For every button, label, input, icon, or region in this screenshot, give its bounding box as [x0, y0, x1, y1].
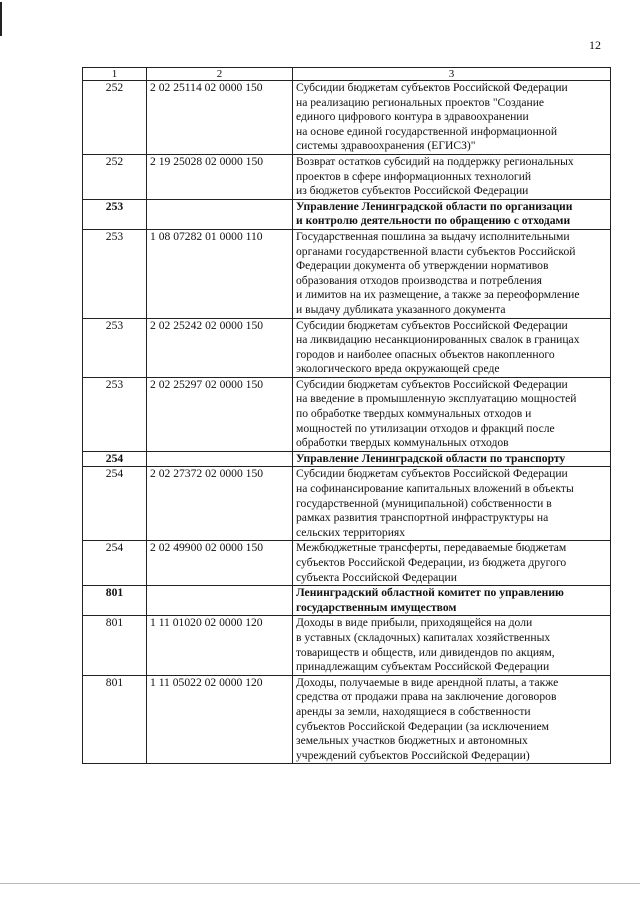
revenue-code-cell: [147, 451, 293, 467]
table-row: [83, 467, 611, 541]
description-line: земельных участков бюджетных и автономных: [296, 734, 528, 748]
description-line: на софинансирование капитальных вложений в объекты: [296, 482, 574, 496]
description-cell: [293, 199, 611, 229]
table-row: [83, 318, 611, 377]
table-row: [83, 154, 611, 199]
section-header-row: [83, 451, 611, 467]
admin-code-cell: 801: [83, 586, 147, 616]
description-cell: [293, 154, 611, 199]
page-number: 12: [589, 38, 601, 52]
description-line: образования отходов производства и потребления: [296, 273, 542, 287]
table-row: [83, 675, 611, 764]
description-line: принадлежащим субъектам Российской Федерации: [296, 660, 550, 674]
admin-code-cell: 253: [83, 318, 147, 377]
table-row: [83, 229, 611, 318]
scan-edge-mark: [0, 2, 2, 36]
column-header-1: 1: [83, 68, 147, 81]
admin-code-cell: 252: [83, 81, 147, 155]
revenue-code-cell: 2 02 25297 02 0000 150: [147, 377, 293, 451]
table-body: [83, 68, 611, 764]
description-cell: [293, 467, 611, 541]
description-line: городов и наиболее опасных объектов накопленного: [296, 347, 555, 361]
table-header-row: [83, 68, 611, 81]
description-line: в уставных (складочных) капиталах хозяйственных: [296, 630, 551, 644]
description-line: рамках развития транспортной инфраструктуры на: [296, 511, 549, 525]
description-line: аренды за земли, находящиеся в собственности: [296, 704, 531, 718]
bottom-scan-line: [0, 883, 640, 884]
revenue-code-cell: 1 11 05022 02 0000 120: [147, 675, 293, 764]
description-line: Межбюджетные трансферты, передаваемые бюджетам: [296, 541, 567, 555]
description-line: Ленинградский областной комитет по управлению: [296, 586, 564, 600]
description-line: Субсидии бюджетам субъектов Российской Федерации: [296, 467, 568, 481]
description-line: на реализацию региональных проектов "Создание: [296, 95, 545, 109]
description-line: товариществ и обществ, или дивидендов по акциям,: [296, 645, 555, 659]
revenue-code-cell: [147, 586, 293, 616]
revenue-code-cell: 2 02 49900 02 0000 150: [147, 541, 293, 586]
description-line: Субсидии бюджетам субъектов Российской Федерации: [296, 318, 568, 332]
description-line: системы здравоохранения (ЕГИСЗ)": [296, 139, 476, 153]
description-line: Государственная пошлина за выдачу исполнительными: [296, 229, 570, 243]
description-line: Субсидии бюджетам субъектов Российской Федерации: [296, 377, 568, 391]
description-line: единого цифрового контура в здравоохранении: [296, 110, 529, 124]
description-line: субъектов Российской Федерации, из бюджета другого: [296, 556, 567, 569]
section-header-row: [83, 586, 611, 616]
admin-code-cell: 254: [83, 451, 147, 467]
description-line: органами государственной власти субъектов Российской: [296, 244, 576, 258]
column-header-3: 3: [293, 68, 611, 81]
admin-code-cell: 252: [83, 154, 147, 199]
column-header-2: 2: [147, 68, 293, 81]
description-line: мощностей по утилизации отходов и фракций после: [296, 421, 555, 435]
description-line: обработки твердых коммунальных отходов: [296, 436, 509, 450]
table-row: [83, 377, 611, 451]
description-line: и контролю деятельности по обращению с отходами: [296, 214, 571, 228]
revenue-code-cell: 2 02 25242 02 0000 150: [147, 318, 293, 377]
section-header-row: [83, 199, 611, 229]
description-line: средства от продажи права на заключение договоров: [296, 690, 557, 704]
description-line: сельских территориях: [296, 525, 406, 539]
table-row: [83, 541, 611, 586]
description-cell: [293, 675, 611, 764]
admin-code-cell: 253: [83, 377, 147, 451]
description-cell: [293, 586, 611, 616]
description-line: проектов в сфере информационных технологий: [296, 169, 532, 183]
admin-code-cell: 801: [83, 675, 147, 764]
description-line: и лимитов на их размещение, а также за переоформление: [296, 288, 580, 302]
description-line: Доходы в виде прибыли, приходящейся на доли: [296, 616, 533, 630]
admin-code-cell: 801: [83, 616, 147, 675]
description-line: Доходы, получаемые в виде арендной платы, а также: [296, 675, 559, 689]
revenue-code-cell: 2 19 25028 02 0000 150: [147, 154, 293, 199]
admin-code-cell: 253: [83, 229, 147, 318]
description-line: Управление Ленинградской области по транспорту: [296, 451, 566, 465]
description-line: учреждений субъектов Российской Федерации): [296, 748, 530, 762]
description-line: на основе единой государственной информационной: [296, 124, 558, 138]
description-cell: [293, 229, 611, 318]
revenue-table: [82, 67, 611, 764]
table-row: [83, 616, 611, 675]
description-cell: [293, 616, 611, 675]
description-line: субъектов Российской Федерации (за исключением: [296, 719, 549, 733]
admin-code-cell: 254: [83, 467, 147, 541]
description-line: Федерации документа об утверждении нормативов: [296, 259, 549, 273]
description-line: государственным имуществом: [296, 600, 457, 614]
revenue-code-cell: 1 11 01020 02 0000 120: [147, 616, 293, 675]
admin-code-cell: 254: [83, 541, 147, 586]
revenue-code-cell: 1 08 07282 01 0000 110: [147, 229, 293, 318]
revenue-code-cell: 2 02 25114 02 0000 150: [147, 81, 293, 155]
description-line: государственной (муниципальной) собственности в: [296, 496, 552, 510]
description-cell: [293, 451, 611, 467]
table-row: [83, 81, 611, 155]
description-cell: [293, 318, 611, 377]
description-line: на введение в промышленную эксплуатацию мощностей: [296, 392, 577, 406]
description-cell: [293, 81, 611, 155]
description-cell: [293, 377, 611, 451]
description-line: на ликвидацию несанкционированных свалок в границах: [296, 333, 580, 347]
description-line: Возврат остатков субсидий на поддержку региональных: [296, 154, 574, 168]
revenue-code-cell: 2 02 27372 02 0000 150: [147, 467, 293, 541]
revenue-code-cell: [147, 199, 293, 229]
description-cell: [293, 541, 611, 586]
description-line: Управление Ленинградской области по организации: [296, 199, 573, 213]
description-line: и выдачу дубликата указанного документа: [296, 302, 506, 316]
description-line: экологического вреда окружающей среде: [296, 362, 500, 376]
admin-code-cell: 253: [83, 199, 147, 229]
description-line: Субсидии бюджетам субъектов Российской Федерации: [296, 81, 568, 94]
description-line: субъекта Российской Федерации: [296, 570, 457, 584]
description-line: из бюджетов субъектов Российской Федерации: [296, 184, 529, 198]
description-line: по обработке твердых коммунальных отходов и: [296, 407, 532, 421]
